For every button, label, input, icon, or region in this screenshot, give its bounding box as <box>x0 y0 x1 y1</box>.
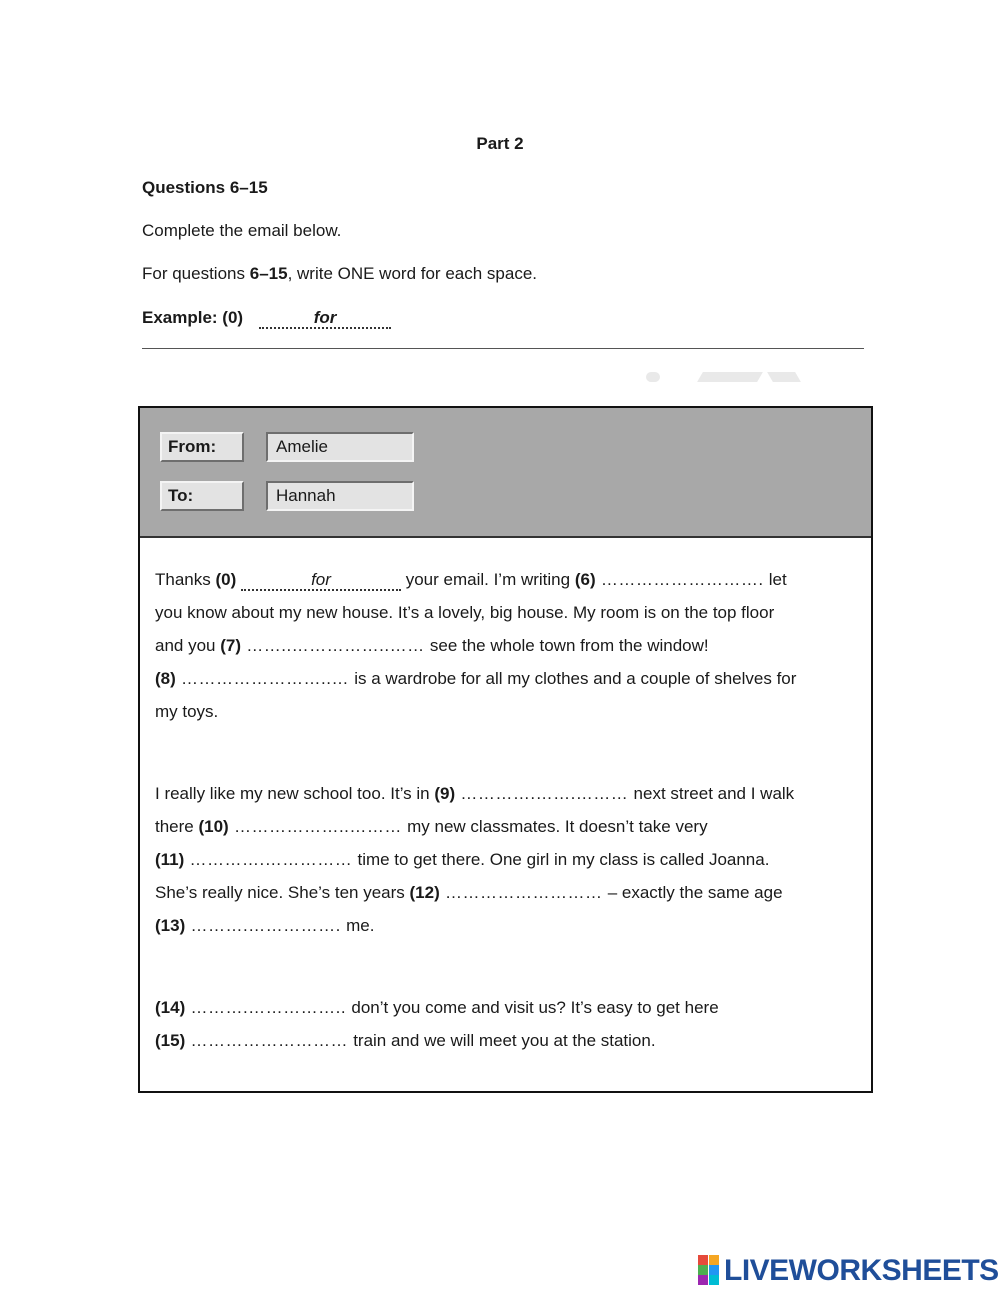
question-number: (12) <box>409 883 440 902</box>
email-header <box>140 408 871 538</box>
answer-blank-8[interactable]: ……………………..… <box>175 669 355 688</box>
question-number: (9) <box>434 784 456 803</box>
answer-blank-7[interactable]: ……..……………..…… <box>241 636 430 655</box>
question-number: (15) <box>155 1031 186 1050</box>
watermark-fragment <box>646 372 660 382</box>
watermark-fragment <box>767 372 801 382</box>
question-number: (7) <box>220 636 242 655</box>
example-line <box>142 308 391 329</box>
example-label: Example: (0) <box>142 308 244 327</box>
logo-icon <box>698 1255 720 1285</box>
question-number: (11) <box>155 850 185 869</box>
example-answer-blank: for <box>241 571 401 591</box>
instruction-line-1: Complete the email below. <box>142 221 342 240</box>
line: (13) ……….……………. me. <box>155 916 375 935</box>
example-answer: for <box>259 309 391 329</box>
answer-blank-11[interactable]: ………….…………… <box>184 850 358 869</box>
to-field: Hannah <box>266 481 414 511</box>
questions-title: Questions 6–15 <box>142 178 268 197</box>
watermark-fragment <box>697 372 763 382</box>
line: (14) ……….…………….. don’t you come and visit us? It’s easy to get here <box>155 998 719 1017</box>
line: there (10) ………………..……… my new classmates. It doesn’t take very <box>155 817 708 836</box>
answer-blank-13[interactable]: ……….……………. <box>185 916 347 935</box>
line: and you (7) ……..……………..…… see the whole town from the window! <box>155 636 709 655</box>
answer-blank-12[interactable]: ……………………… <box>439 883 608 902</box>
question-number: (0) <box>215 570 237 589</box>
question-number: (8) <box>155 669 176 688</box>
answer-blank-15[interactable]: ……………………… <box>185 1031 354 1050</box>
line: (15) ……………………… train and we will meet you at the station. <box>155 1031 656 1050</box>
answer-blank-14[interactable]: ……….…………….. <box>185 998 352 1017</box>
question-number: (6) <box>574 570 596 589</box>
instruction-line-2: For questions 6–15, write ONE word for each space. <box>142 264 537 283</box>
from-label: From: <box>160 432 244 462</box>
logo-text: LIVEWORKSHEETS <box>724 1254 999 1287</box>
email-body <box>155 563 860 1057</box>
line: you know about my new house. It’s a lovely, big house. My room is on the top floor <box>155 603 775 622</box>
part-title: Part 2 <box>476 134 524 153</box>
line: She’s really nice. She’s ten years (12) ……………………… – exactly the same age <box>155 883 783 902</box>
answer-blank-10[interactable]: ………………..……… <box>228 817 408 836</box>
question-number: (10) <box>198 817 229 836</box>
question-number: (14) <box>155 998 186 1017</box>
answer-blank-9[interactable]: ………….…….……… <box>455 784 634 803</box>
to-label: To: <box>160 481 244 511</box>
email-box <box>138 406 873 1093</box>
line: (8) ……………………..… is a wardrobe for all my clothes and a couple of shelves for <box>155 669 797 688</box>
liveworksheets-logo <box>698 1255 999 1287</box>
line: Thanks (0) for your email. I’m writing (6) ………………………. let <box>155 570 787 589</box>
line: I really like my new school too. It’s in (9) ………….…….……… next street and I walk <box>155 784 795 803</box>
divider-line <box>142 348 864 349</box>
line: my toys. <box>155 702 219 721</box>
line: (11) ………….…………… time to get there. One girl in my class is called Joanna. <box>155 850 770 869</box>
answer-blank-6[interactable]: ………………………. <box>595 570 769 589</box>
question-number: (13) <box>155 916 186 935</box>
from-field: Amelie <box>266 432 414 462</box>
